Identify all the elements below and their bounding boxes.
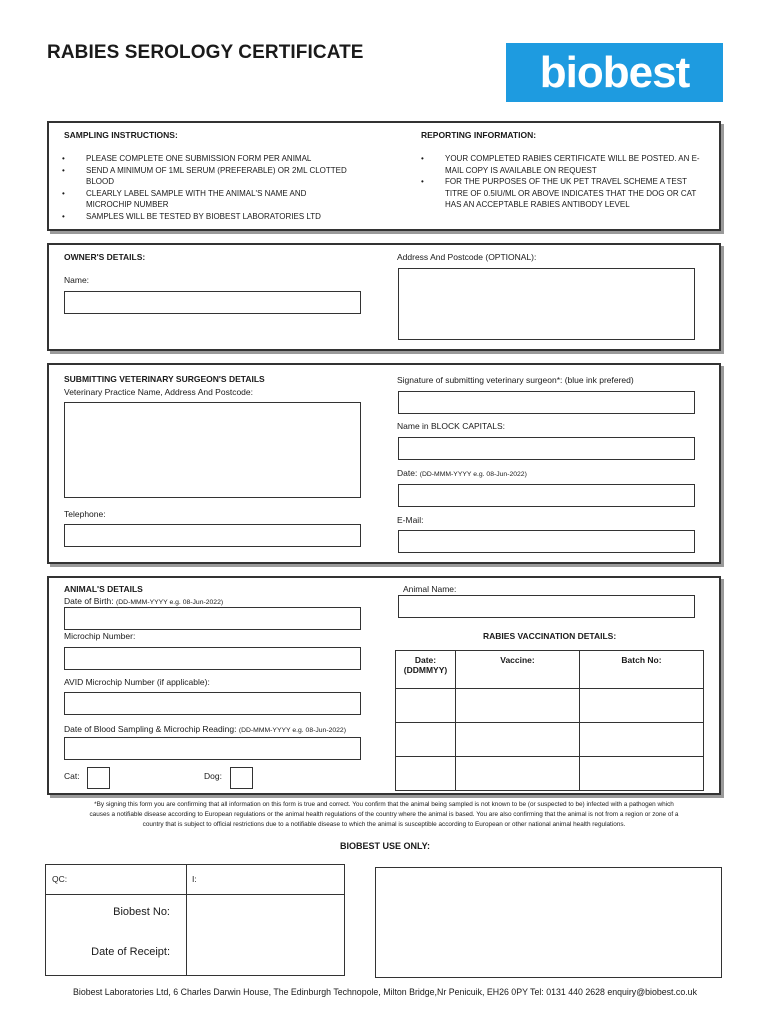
- vaccination-vaccine-cell[interactable]: [456, 723, 580, 757]
- vet-practice-label: Veterinary Practice Name, Address And Postcode:: [64, 387, 253, 397]
- cat-label: Cat:: [64, 771, 80, 781]
- animal-heading: ANIMAL'S DETAILS: [64, 584, 143, 594]
- animal-avid-label: AVID Microchip Number (if applicable):: [64, 677, 210, 687]
- qc-label: QC:: [52, 874, 68, 884]
- animal-avid-field[interactable]: [64, 692, 361, 715]
- table-row: [396, 757, 704, 791]
- animal-blood-label: [64, 724, 346, 734]
- animal-dob-text: Date of Birth:: [64, 596, 114, 606]
- col-date: Date:: [414, 655, 437, 665]
- vet-email-label: E-Mail:: [397, 515, 424, 525]
- owner-name-label: Name:: [64, 275, 90, 285]
- biobest-use-box[interactable]: [375, 867, 722, 978]
- page-title: RABIES SEROLOGY CERTIFICATE: [47, 42, 364, 63]
- vet-telephone-field[interactable]: [64, 524, 361, 547]
- vet-signature-label: Signature of submitting veterinary surgeon*: (blue ink prefered): [397, 375, 634, 385]
- animal-name-field[interactable]: [398, 595, 695, 618]
- animal-microchip-field[interactable]: [64, 647, 361, 670]
- vet-name-caps-label: Name in BLOCK CAPITALS:: [397, 421, 506, 431]
- vaccination-date-cell[interactable]: [396, 757, 456, 791]
- reporting-heading: REPORTING INFORMATION:: [421, 130, 537, 140]
- owner-heading: OWNER'S DETAILS:: [64, 252, 146, 262]
- animal-name-label: Animal Name:: [403, 584, 457, 594]
- table-row: [396, 723, 704, 757]
- vaccination-batch-cell[interactable]: [580, 689, 704, 723]
- sampling-list: [62, 153, 352, 222]
- dog-checkbox[interactable]: [230, 767, 253, 789]
- animal-dob-field[interactable]: [64, 607, 361, 630]
- vaccination-vaccine-header: Vaccine:: [456, 651, 580, 689]
- table-row: [396, 689, 704, 723]
- sampling-item: • SAMPLES WILL BE TESTED BY BIOBEST LABORATORIES LTD: [62, 211, 352, 223]
- disclaimer: [48, 800, 720, 830]
- dog-label: Dog:: [204, 771, 222, 781]
- i-label: I:: [192, 874, 197, 884]
- biobest-use-col-divider: [186, 864, 187, 976]
- date-of-receipt-label: Date of Receipt:: [91, 946, 170, 958]
- vaccination-date-cell[interactable]: [396, 689, 456, 723]
- reporting-item: • FOR THE PURPOSES OF THE UK PET TRAVEL SCHEME A TEST TITRE OF 0.5IU/ML OR ABOVE INDICATES THAT THE DOG OR CAT HAS AN ACCEPTABLE RABIES ANTIBODY LEVEL: [421, 176, 711, 211]
- vaccination-vaccine-cell[interactable]: [456, 757, 580, 791]
- sampling-item: • CLEARLY LABEL SAMPLE WITH THE ANIMAL'S NAME AND MICROCHIP NUMBER: [62, 188, 352, 211]
- animal-blood-field[interactable]: [64, 737, 361, 760]
- vet-practice-field[interactable]: [64, 402, 361, 498]
- vaccination-batch-cell[interactable]: [580, 723, 704, 757]
- animal-blood-text: Date of Blood Sampling & Microchip Reading:: [64, 724, 237, 734]
- animal-microchip-label: Microchip Number:: [64, 631, 136, 641]
- vet-telephone-label: Telephone:: [64, 509, 106, 519]
- cat-checkbox[interactable]: [87, 767, 110, 789]
- vet-date-hint: (DD-MMM-YYYY e.g. 08-Jun-2022): [419, 471, 527, 478]
- sampling-heading: SAMPLING INSTRUCTIONS:: [64, 130, 178, 140]
- biobest-logo: [506, 43, 723, 102]
- vet-date-label: [397, 468, 527, 478]
- vaccination-date-header: [396, 651, 456, 689]
- logo-text: biobest: [539, 48, 690, 97]
- reporting-list: [421, 153, 711, 211]
- disclaimer-line: *By signing this form you are confirming that all information on this form is true and correct. You confirm that the animal being sampled is not known to be (or suspected to be) infected with a pathogen which: [94, 801, 674, 808]
- vaccination-batch-cell[interactable]: [580, 757, 704, 791]
- reporting-item: • YOUR COMPLETED RABIES CERTIFICATE WILL BE POSTED. AN E-MAIL COPY IS AVAILABLE ON REQUEST: [421, 153, 711, 176]
- disclaimer-line: causes a notifiable disease according to European regulations or the animal health regulations of the country where the animal is based. You are also confirming that the animal is not from a region or zone of a: [89, 811, 679, 818]
- owner-name-field[interactable]: [64, 291, 361, 314]
- footer-address: Biobest Laboratories Ltd, 6 Charles Darwin House, The Edinburgh Technopole, Milton Bridge,Nr Penicuik, EH26 0PY Tel: 0131 440 2628 enquiry@biobest.co.uk: [73, 987, 697, 997]
- biobest-use-heading: BIOBEST USE ONLY:: [339, 841, 430, 851]
- vaccination-batch-header: Batch No:: [580, 651, 704, 689]
- animal-dob-label: [64, 596, 223, 606]
- vaccination-date-cell[interactable]: [396, 723, 456, 757]
- animal-blood-hint: (DD-MMM-YYYY e.g. 08-Jun-2022): [238, 727, 346, 734]
- owner-address-field[interactable]: [398, 268, 695, 340]
- vaccination-vaccine-cell[interactable]: [456, 689, 580, 723]
- sampling-item: • PLEASE COMPLETE ONE SUBMISSION FORM PER ANIMAL: [62, 153, 352, 165]
- vet-name-caps-field[interactable]: [398, 437, 695, 460]
- biobest-use-row-divider: [45, 894, 345, 895]
- vet-date-field[interactable]: [398, 484, 695, 507]
- vet-date-text: Date:: [397, 468, 418, 478]
- owner-address-label: Address And Postcode (OPTIONAL):: [397, 252, 537, 262]
- disclaimer-line: country that is subject to official restrictions due to a notifiable disease to which the animal is susceptible according to European or other national animal health regulations.: [142, 821, 626, 828]
- vet-heading: SUBMITTING VETERINARY SURGEON'S DETAILS: [64, 374, 265, 384]
- animal-dob-hint: (DD-MMM-YYYY e.g. 08-Jun-2022): [115, 599, 224, 606]
- col-date-format: (DDMMYY): [403, 665, 448, 675]
- biobest-no-label: Biobest No:: [113, 906, 170, 918]
- vet-email-field[interactable]: [398, 530, 695, 553]
- sampling-item: • SEND A MINIMUM OF 1ML SERUM (PREFERABLE) OR 2ML CLOTTED BLOOD: [62, 165, 352, 188]
- vaccination-header-row: [396, 651, 704, 689]
- vaccination-table: [395, 650, 704, 791]
- vaccination-heading: RABIES VACCINATION DETAILS:: [483, 631, 617, 641]
- vet-signature-field[interactable]: [398, 391, 695, 414]
